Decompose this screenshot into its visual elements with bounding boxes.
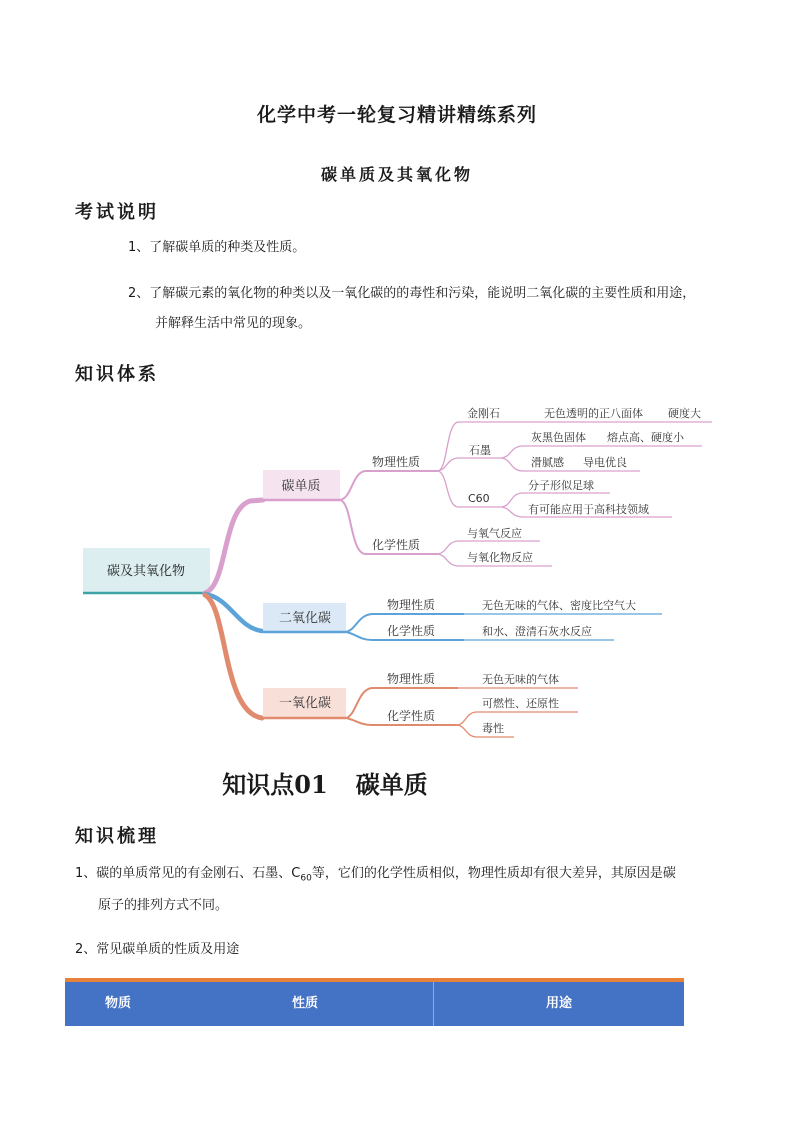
co-chemical-label: 化学性质 <box>387 709 436 723</box>
carbon-chemical-label: 化学性质 <box>372 538 421 552</box>
diamond-label: 金刚石 <box>467 407 500 420</box>
graphite-desc-1: 灰黑色固体 <box>531 431 586 444</box>
co-physical-desc: 无色无味的气体 <box>482 673 559 686</box>
exam-note-item: 1、了解碳单质的种类及性质。 <box>128 240 306 255</box>
knowledge-point-name: 碳单质 <box>355 770 428 799</box>
c60-desc-1: 分子形似足球 <box>528 479 594 492</box>
root-node: 碳及其氧化物 <box>106 564 186 579</box>
knowledge-review-heading: 知识梳理 <box>75 826 159 847</box>
branch-line-carbon <box>205 500 263 593</box>
co2-physical-label: 物理性质 <box>387 598 436 612</box>
table-header-substance: 物质 <box>104 996 131 1011</box>
table-header-use: 用途 <box>545 996 572 1011</box>
carbon-physical-label: 物理性质 <box>372 455 421 469</box>
co2-physical-desc: 无色无味的气体、密度比空气大 <box>482 599 636 612</box>
table-header-property: 性质 <box>291 996 318 1011</box>
knowledge-point-label: 知识点01 <box>222 770 328 799</box>
c60-desc-2: 有可能应用于高科技领域 <box>528 503 649 516</box>
diamond-desc-2: 硬度大 <box>668 407 701 420</box>
graphite-desc-2b: 导电优良 <box>583 456 627 469</box>
diamond-desc: 无色透明的正八面体 <box>544 407 643 420</box>
carbon-chem-2: 与氧化物反应 <box>467 551 533 564</box>
review-paragraph-2: 2、常见碳单质的性质及用途 <box>75 942 240 957</box>
review-paragraph-1: 1、碳的单质常见的有金刚石、石墨、$C_{60}$等，它们的化学性质相似，物理性质却有很大差异，其原因是碳 <box>75 866 676 884</box>
co2-chemical-desc: 和水、澄清石灰水反应 <box>482 625 592 638</box>
co-chem-1: 可燃性、还原性 <box>482 697 559 710</box>
exam-note-item: 2、了解碳元素的氧化物的种类以及一氧化碳的的毒性和污染，能说明二氧化碳的主要性质和用途， <box>128 286 696 301</box>
co-chem-2: 毒性 <box>482 722 504 735</box>
knowledge-point-title <box>0 765 650 800</box>
graphite-label: 石墨 <box>469 444 491 457</box>
carbon-chem-1: 与氧气反应 <box>467 527 522 540</box>
properties-table <box>65 978 684 1027</box>
co-node: 一氧化碳 <box>278 696 332 711</box>
table-header-divider <box>433 982 434 1026</box>
c60-label: C60 <box>468 492 490 505</box>
co-physical-label: 物理性质 <box>387 672 436 686</box>
knowledge-system-heading: 知识体系 <box>75 364 159 385</box>
topic-title: 碳单质及其氧化物 <box>320 165 473 184</box>
review-paragraph-1-cont: 原子的排列方式不同。 <box>98 898 229 913</box>
series-title: 化学中考一轮复习精讲精练系列 <box>256 104 537 126</box>
co2-chemical-label: 化学性质 <box>387 624 436 638</box>
table-header-row <box>65 982 684 1026</box>
co2-node: 二氧化碳 <box>278 611 332 626</box>
exam-notes-heading: 考试说明 <box>75 202 159 223</box>
graphite-desc-1b: 熔点高、硬度小 <box>607 431 684 444</box>
exam-note-item: 并解释生活中常见的现象。 <box>155 316 312 331</box>
carbon-node: 碳单质 <box>281 479 321 494</box>
graphite-desc-2: 滑腻感 <box>531 456 564 469</box>
co-leaf-links <box>458 688 578 737</box>
